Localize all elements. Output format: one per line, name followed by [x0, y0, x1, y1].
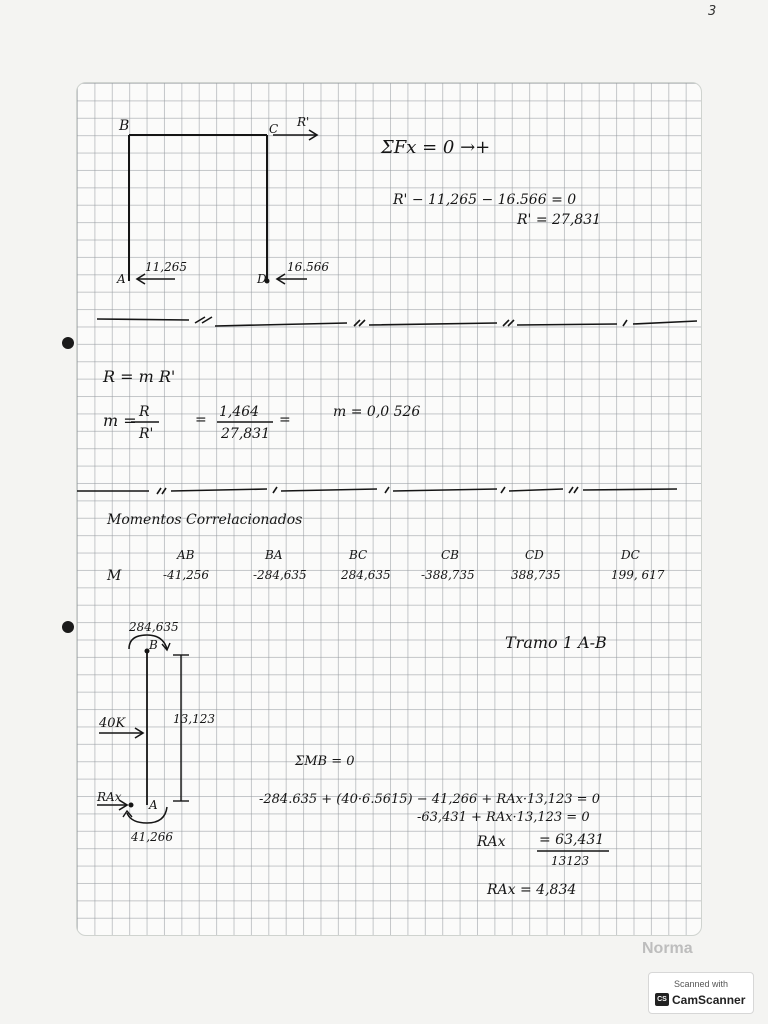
sketch-layer [77, 83, 701, 935]
moments-row-label: M [107, 568, 122, 584]
fraction-numerator-r: R [139, 404, 150, 420]
tramo-reaction-label: RAx [97, 790, 122, 804]
moment-sum-label: ΣMB = 0 [295, 754, 355, 769]
frame-node-d-label: D [257, 272, 267, 286]
tramo-length-label: 13,123 [173, 712, 215, 726]
camscanner-text: CamScanner [672, 993, 746, 1007]
moment-header-ba: BA [265, 548, 283, 562]
frame-node-c-label: C [269, 122, 279, 136]
moment-equation-1: -284.635 + (40·6.5615) − 41,266 + RAx·13,123 = 0 [259, 792, 600, 807]
equals-sign-1: = [195, 412, 207, 428]
binder-hole-2 [62, 621, 74, 633]
equilibrium-line-1: R' − 11,265 − 16.566 = 0 [393, 192, 577, 208]
equilibrium-heading: ΣFx = 0 →+ [381, 137, 491, 158]
fraction-denominator-value: 27,831 [221, 426, 270, 442]
moment-value-ab: -41,256 [163, 568, 210, 582]
tramo-bottom-moment: 41,266 [131, 830, 173, 844]
rax-result: RAx = 4,834 [487, 882, 577, 898]
moment-header-ab: AB [177, 548, 195, 562]
reaction-label: R' [297, 115, 310, 129]
scale-equation: R = m R' [103, 367, 176, 386]
fraction-numerator-value: 1,464 [219, 404, 260, 420]
moment-equation-2: -63,431 + RAx·13,123 = 0 [417, 810, 590, 825]
top-moment-arc [129, 635, 167, 652]
rax-label: RAx [477, 834, 506, 850]
moments-title: Momentos Correlacionados [107, 512, 303, 528]
equals-sign-2: = [279, 412, 291, 428]
tramo-top-moment: 284,635 [129, 620, 179, 634]
frame-node-a-label: A [117, 272, 126, 286]
load-a-value: 11,265 [145, 260, 187, 274]
tramo-load-label: 40K [99, 716, 126, 731]
scale-result: m = 0,0 526 [333, 404, 421, 420]
moment-value-dc: 199, 617 [611, 568, 665, 582]
camscanner-icon: CS [655, 993, 669, 1006]
notebook-brand-logo: Norma [642, 940, 693, 957]
bottom-moment-arc [127, 807, 167, 823]
m-equals-label: m = [103, 411, 137, 430]
moment-value-bc: 284,635 [341, 568, 391, 582]
grid-paper-sheet [76, 82, 702, 936]
rax-numerator: = 63,431 [539, 832, 605, 848]
section-divider-2 [77, 487, 677, 494]
tramo-node-a-label: A [149, 798, 158, 812]
binder-hole-1 [62, 337, 74, 349]
moment-value-cd: 388,735 [511, 568, 561, 582]
moment-value-ba: -284,635 [253, 568, 307, 582]
rax-denominator: 13123 [551, 854, 590, 868]
page-number: 3 [708, 4, 717, 19]
load-d-value: 16.566 [287, 260, 329, 274]
section-divider-1 [97, 317, 697, 326]
moment-value-cb: -388,735 [421, 568, 475, 582]
equilibrium-line-2: R' = 27,831 [517, 212, 602, 228]
moment-header-cd: CD [525, 548, 544, 562]
camscanner-watermark [648, 972, 754, 1014]
moment-header-dc: DC [621, 548, 640, 562]
fraction-denominator-r: R' [139, 426, 154, 442]
tramo-title: Tramo 1 A-B [505, 633, 607, 652]
tramo-node-b-label: B [149, 638, 158, 652]
moment-header-cb: CB [441, 548, 459, 562]
scanned-with-text: Scanned with [673, 979, 729, 989]
moment-header-bc: BC [349, 548, 368, 562]
frame-node-b-label: B [119, 118, 130, 134]
